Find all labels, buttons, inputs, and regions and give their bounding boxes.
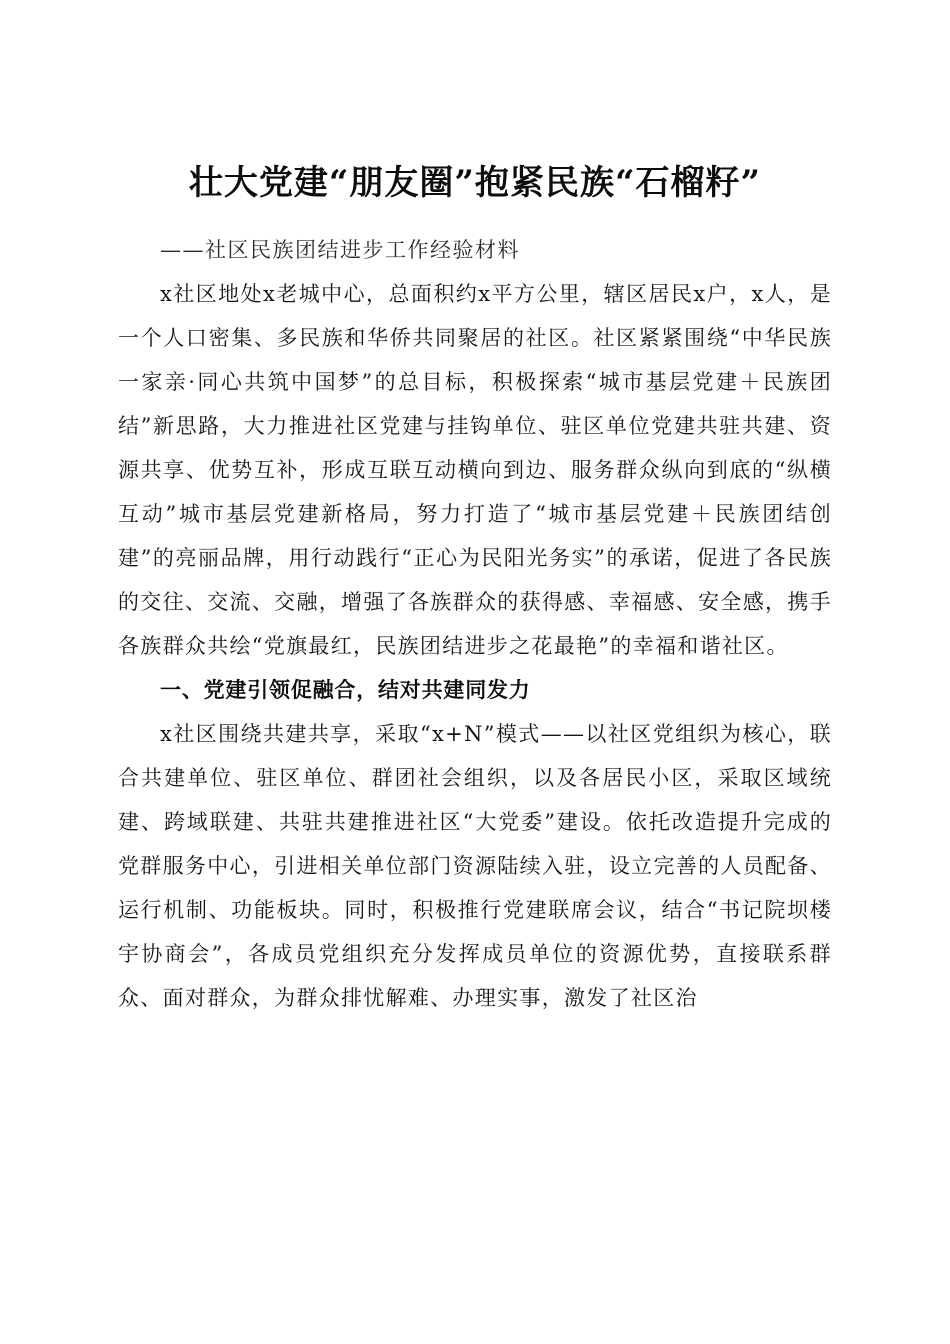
intro-paragraph: x社区地处x老城中心，总面积约x平方公里，辖区居民x户，x人，是一个人口密集、多民族和华侨共同聚居的社区。社区紧紧围绕“中华民族一家亲·同心共筑中国梦”的总目标，积极探索“城市基层党建＋民族团结”新思路，大力推进社区党建与挂钩单位、驻区单位党建共驻共建、资源共享、优势互补，形成互联互动横向到边、服务群众纵向到底的“纵横互动”城市基层党建新格局，努力打造了“城市基层党建＋民族团结创建”的亮丽品牌，用行动践行“正心为民阳光务实”的承诺，促进了各民族的交往、交流、交融，增强了各族群众的获得感、幸福感、安全感，携手各族群众共绘“党旗最红，民族团结进步之花最艳”的幸福和谐社区。 [118,282,832,658]
section-1-paragraph: x社区围绕共建共享，采取“x+N”模式——以社区党组织为核心，联合共建单位、驻区单位、群团社会组织，以及各居民小区，采取区域统建、跨域联建、共驻共建推进社区“大党委”建设。依托改造提升完成的党群服务中心，引进相关单位部门资源陆续入驻，设立完善的人员配备、运行机制、功能板块。同时，积极推行党建联席会议，结合“书记院坝楼宇协商会”，各成员党组织充分发挥成员单位的资源优势，直接联系群众、面对群众，为群众排忧解难、办理实事，激发了社区治 [118,722,832,1010]
section-1-heading: 一、党建引领促融合，结对共建同发力 [160,678,531,702]
document-subtitle: ——社区民族团结进步工作经验材料 [160,238,520,262]
document-title: 壮大党建“朋友圈”抱紧民族“石榴籽” [188,162,762,203]
document-body [118,228,832,1020]
